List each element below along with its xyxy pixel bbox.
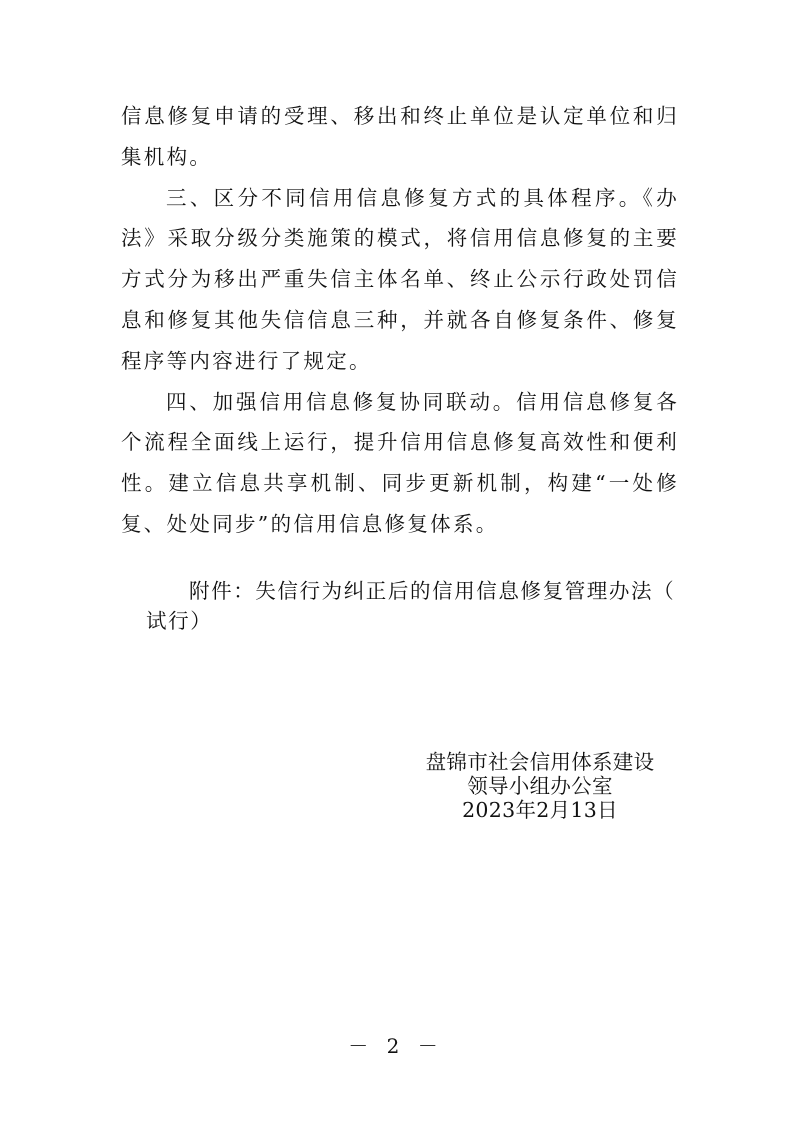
signature-block [410,750,670,822]
attachment-line-2: 试行） [146,609,213,633]
signature-organization-line-1: 盘锦市社会信用体系建设 [425,750,655,774]
signature-date: 2023年2月13日 [462,798,618,822]
document-body [121,96,679,545]
paragraph-section-three: 三、区分不同信用信息修复方式的具体程序。《办法》采取分级分类施策的模式，将信用信息修复的主要方式分为移出严重失信主体名单、终止公示行政处罚信息和修复其他失信信息三种，并就各自修复条件、修复程序等内容进行了规定。 [121,185,679,373]
attachment-note [121,576,681,636]
paragraph-continuation: 信息修复申请的受理、移出和终止单位是认定单位和归集机构。 [121,104,679,169]
signature-organization-line-2: 领导小组办公室 [467,774,613,798]
attachment-line-1: 附件：失信行为纠正后的信用信息修复管理办法（ [189,579,676,603]
page-number: － 2 － [348,1034,444,1058]
paragraph-section-four: 四、加强信用信息修复协同联动。信用信息修复各个流程全面线上运行，提升信用信息修复高效性和便利性。建立信息共享机制、同步更新机制，构建“一处修复、处处同步”的信用信息修复体系。 [121,389,679,536]
